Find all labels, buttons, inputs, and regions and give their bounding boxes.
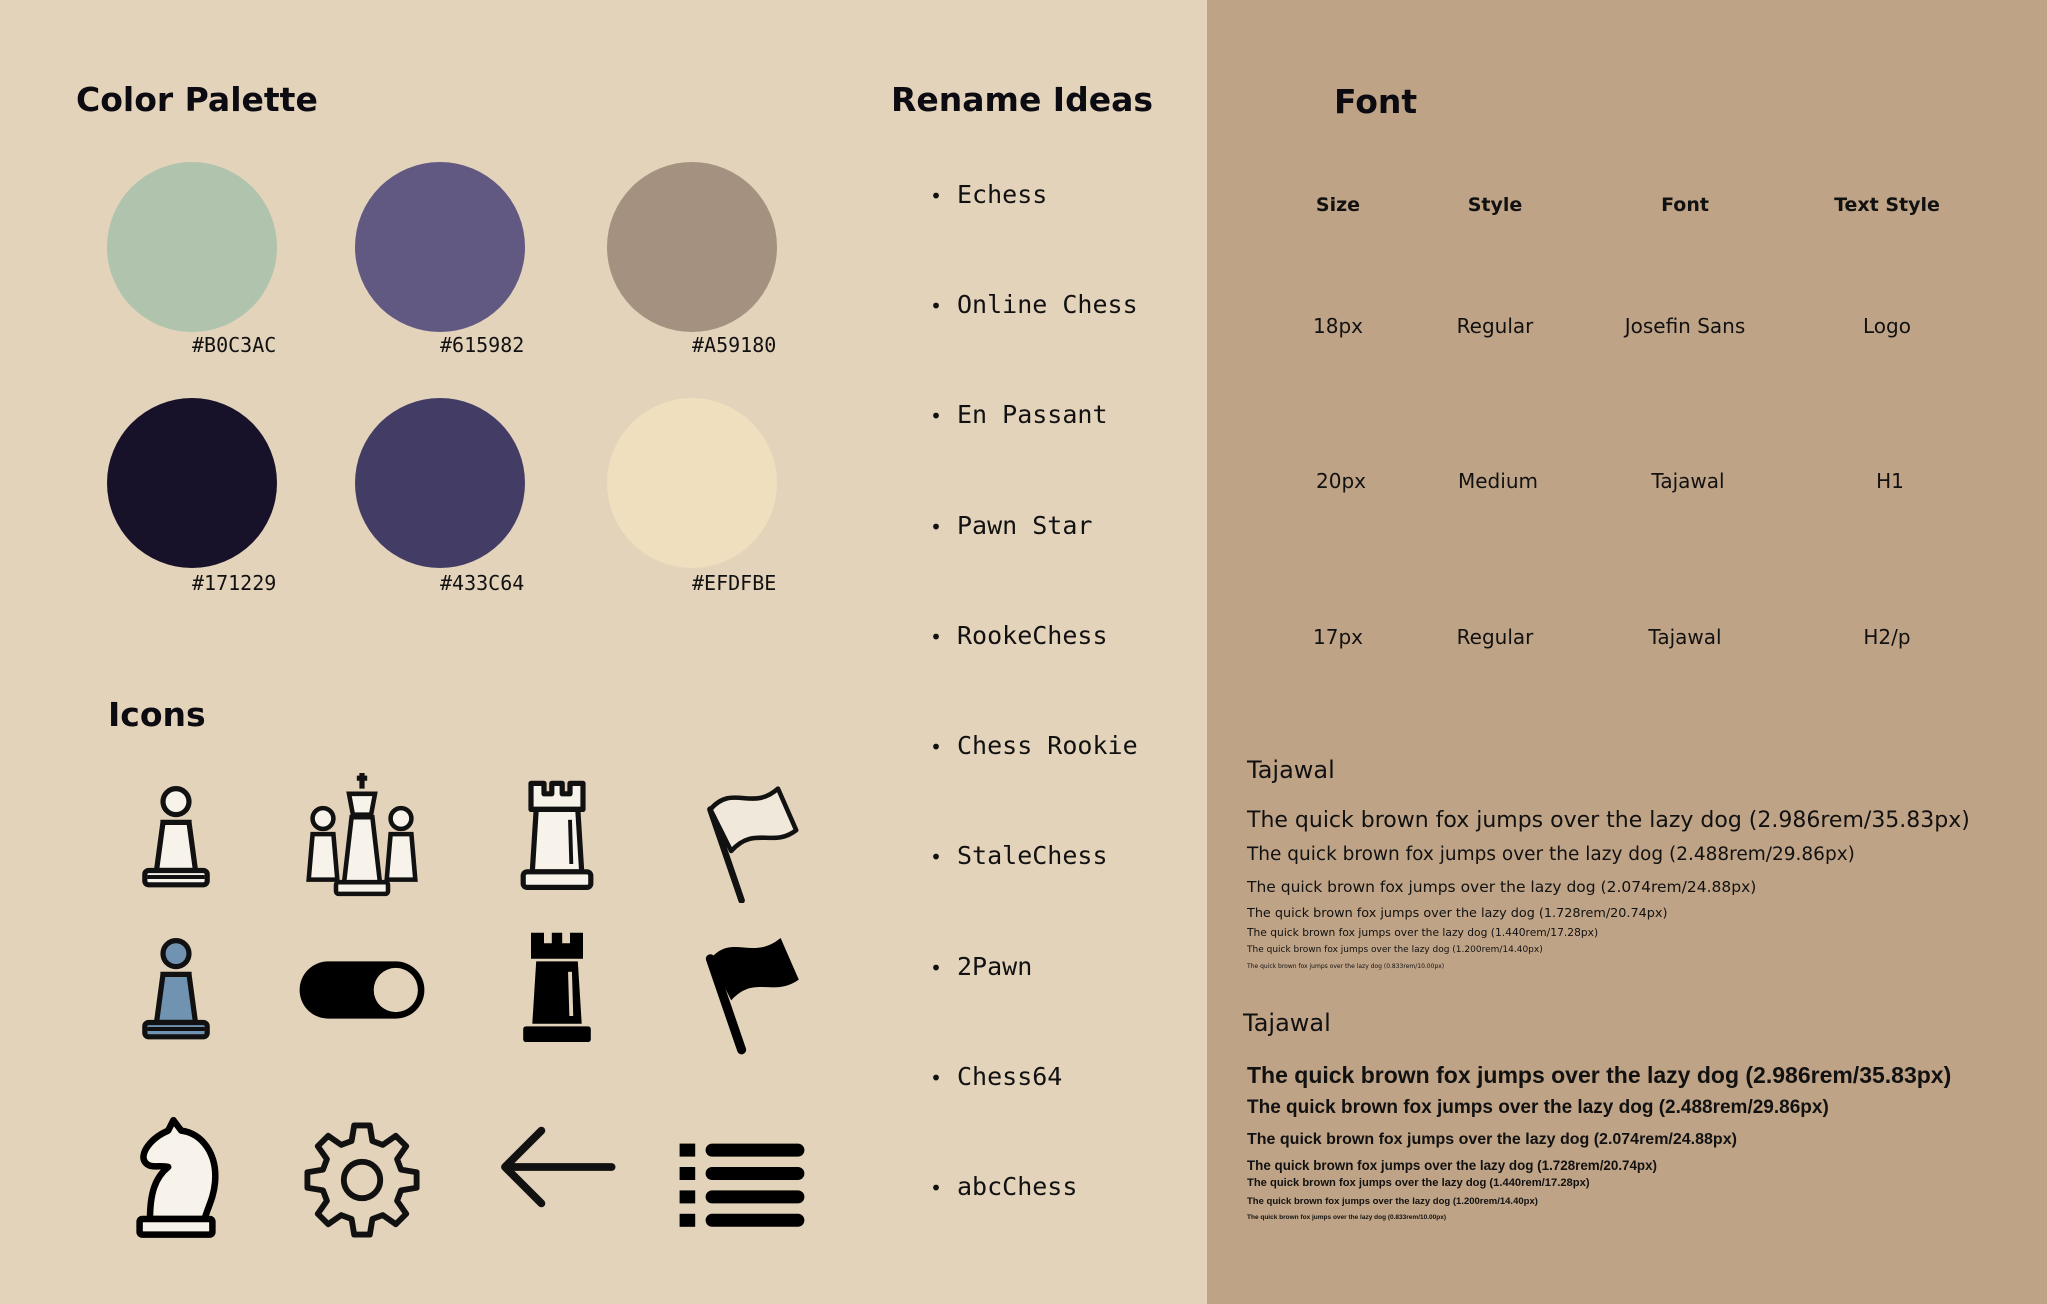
type-scale-sample: The quick brown fox jumps over the lazy dog (2.488rem/29.86px)	[1247, 844, 1855, 865]
toggle-switch-icon	[297, 925, 427, 1055]
color-hex-label: #B0C3AC	[192, 333, 277, 357]
color-hex-label: #EFDFBE	[692, 571, 777, 595]
knight-icon	[111, 1115, 241, 1245]
font-table-cell: H1	[1876, 469, 1904, 493]
type-scale-sample: The quick brown fox jumps over the lazy dog (2.986rem/35.83px)	[1247, 1062, 1952, 1088]
type-scale-sample: The quick brown fox jumps over the lazy dog (1.440rem/17.28px)	[1247, 1177, 1590, 1189]
font-table-cell: H2/p	[1863, 625, 1911, 649]
color-hex-label: #433C64	[440, 571, 525, 595]
font-table-header: Style	[1467, 194, 1523, 216]
type-scale-sample: The quick brown fox jumps over the lazy dog (1.440rem/17.28px)	[1247, 926, 1599, 939]
color-swatch	[355, 162, 525, 332]
color-swatch	[107, 162, 277, 332]
color-swatch	[607, 398, 777, 568]
type-scale-sample: The quick brown fox jumps over the lazy dog (0.833rem/10.00px)	[1247, 1214, 1447, 1221]
font-table-cell: 17px	[1313, 625, 1363, 649]
rook-outline-icon	[492, 773, 622, 903]
font-table-header: Font	[1661, 194, 1709, 216]
color-swatch	[607, 162, 777, 332]
font-table-header: Text Style	[1834, 194, 1940, 216]
rename-ideas-heading: Rename Ideas	[891, 80, 1154, 119]
font-table-cell: Tajawal	[1648, 625, 1722, 649]
icons-heading: Icons	[108, 695, 206, 734]
type-scale-sample: The quick brown fox jumps over the lazy dog (1.728rem/20.74px)	[1247, 1158, 1658, 1173]
flag-filled-icon	[687, 925, 817, 1055]
color-hex-label: #171229	[192, 571, 277, 595]
type-scale-sample: The quick brown fox jumps over the lazy dog (1.728rem/20.74px)	[1247, 906, 1668, 921]
type-scale-title: Tajawal	[1247, 756, 1335, 784]
type-scale-sample: The quick brown fox jumps over the lazy dog (2.074rem/24.88px)	[1247, 1131, 1737, 1148]
font-heading: Font	[1334, 82, 1418, 121]
type-scale-sample: The quick brown fox jumps over the lazy dog (0.833rem/10.00px)	[1247, 963, 1445, 970]
type-scale-sample: The quick brown fox jumps over the lazy dog (2.488rem/29.86px)	[1247, 1097, 1829, 1118]
font-table-cell: Tajawal	[1651, 469, 1725, 493]
list-icon	[677, 1115, 807, 1245]
pawn-blue-icon	[111, 925, 241, 1055]
pawn-outline-icon	[111, 773, 241, 903]
rook-filled-icon	[492, 925, 622, 1055]
type-scale-title: Tajawal	[1243, 1009, 1331, 1037]
font-table-cell: Josefin Sans	[1624, 314, 1746, 338]
gear-icon	[297, 1115, 427, 1245]
font-table-cell: Medium	[1458, 469, 1538, 493]
type-scale-sample: The quick brown fox jumps over the lazy dog (1.200rem/14.40px)	[1247, 1196, 1538, 1207]
color-swatch	[107, 398, 277, 568]
font-table-cell: 20px	[1316, 469, 1366, 493]
arrow-left-icon	[492, 1115, 622, 1245]
type-scale-sample: The quick brown fox jumps over the lazy dog (2.074rem/24.88px)	[1247, 878, 1757, 896]
type-scale-sample: The quick brown fox jumps over the lazy dog (1.200rem/14.40px)	[1247, 945, 1543, 955]
flag-outline-icon	[687, 773, 817, 903]
chess-pieces-icon	[297, 773, 427, 903]
type-scale-sample: The quick brown fox jumps over the lazy dog (2.986rem/35.83px)	[1247, 808, 1970, 833]
font-table-header: Size	[1315, 194, 1361, 216]
color-swatch	[355, 398, 525, 568]
color-hex-label: #615982	[440, 333, 525, 357]
font-table-cell: Logo	[1863, 314, 1911, 338]
font-table-cell: Regular	[1456, 314, 1534, 338]
font-table-cell: Regular	[1456, 625, 1534, 649]
color-palette-heading: Color Palette	[76, 80, 318, 119]
font-table-cell: 18px	[1313, 314, 1363, 338]
color-hex-label: #A59180	[692, 333, 777, 357]
